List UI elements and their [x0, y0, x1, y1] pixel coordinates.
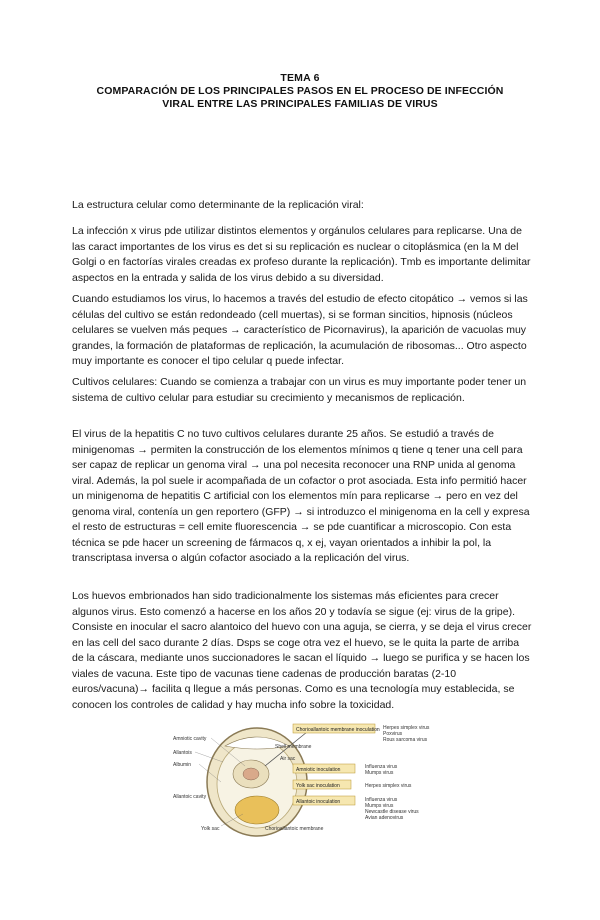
label-allantois: Allantois	[173, 750, 192, 756]
paragraph: Cultivos celulares: Cuando se comienza a trabajar con un virus es muy importante poder tener un sistema de cultivo celular para estudiar su crecimiento y mecanismos de replicación.	[72, 376, 527, 404]
embryonated-egg-figure	[165, 722, 465, 842]
topic-subtitle-line-1: COMPARACIÓN DE LOS PRINCIPALES PASOS EN EL PROCESO DE INFECCIÓN	[96, 85, 504, 97]
egg-diagram	[165, 722, 465, 842]
label-amniotic-cavity: Amniotic cavity	[173, 736, 207, 742]
virus-label: Mumps virus	[365, 803, 394, 809]
topic-title: TEMA 6	[280, 72, 320, 84]
label-air-sac: Air sac	[280, 756, 296, 762]
route-chorioallantoic: Chorioallantoic membrane inoculation	[296, 727, 380, 733]
embryo-shape	[243, 768, 259, 780]
yolk-sac-shape	[235, 796, 279, 824]
paragraph: La infección x virus pde utilizar distintos elementos y orgánulos celulares para replicarse. Una de las caract importantes de los virus es det si su replicación es nuclear o citoplásmica (en la M del Golgi o en factorías virales creadas ex profeso durante la replicación). Tmb es importante delimitar aspectos en la entrada y salida de los virus debido a su diversidad.	[72, 225, 531, 284]
route-yolk-sac: Yolk sac inoculation	[296, 783, 340, 789]
paragraph: Cuando estudiamos los virus, lo hacemos a través del estudio de efecto citopático → vemos si las células del cultivo se están redondeado (cell muertas), si se forman sincitios, hipnosis (núcleos celulares se vuelven más peques → característico de Picornavirus), la aparición de vacuolas muy grandes, la formación de plataformas de replicación, la acumulación de ribosomas... Otro aspecto muy importante es conocer el tipo celular q puede infectar.	[72, 293, 528, 367]
virus-label: Herpes simplex virus	[383, 725, 430, 731]
virus-label: Influenza virus	[365, 764, 398, 770]
route-allantoic: Allantoic inoculation	[296, 799, 341, 805]
virus-label: Influenza virus	[365, 797, 398, 803]
label-shell-membrane: Shell membrane	[275, 744, 312, 750]
topic-subtitle-line-2: VIRAL ENTRE LAS PRINCIPALES FAMILIAS DE VIRUS	[162, 98, 438, 110]
virus-label: Herpes simplex virus	[365, 783, 412, 789]
label-chorioallantoic-membrane: Chorioallantoic membrane	[265, 826, 324, 832]
paragraph: La estructura celular como determinante de la replicación viral:	[72, 199, 364, 211]
document-header	[0, 72, 600, 111]
label-albumin: Albumin	[173, 762, 192, 768]
label-allantoic-cavity: Allantoic cavity	[173, 794, 207, 800]
route-amniotic: Amniotic inoculation	[296, 767, 341, 773]
document-page	[0, 72, 600, 920]
virus-label: Poxvirus	[383, 731, 403, 737]
paragraph: Los huevos embrionados han sido tradicionalmente los sistemas más eficientes para crecer algunos virus. Esto comenzó a hacerse en los años 20 y todavía se sigue (ej: virus de la gripe). Consiste en inocular el sacro alantoico del huevo con una aguja, se cierra, y se deja el virus crecer en las cell del saco durante 2 días. Dsps se coge otra vez el huevo, se le quita la parte de arriba de la cáscara, mediante unos succionadores le sacan el líquido → luego se purifica y se hacen los viales de vacuna. Este tipo de vacunas tiene cadenas de producción baratas (2-10 euros/vacuna)→ facilita q llegue a más personas. Como es una tecnología muy establecida, se conocen los controles de calidad y hay mucha info sobre la toxicidad.	[72, 590, 532, 711]
virus-label: Mumps virus	[365, 770, 394, 776]
virus-label: Avian adenovirus	[365, 815, 404, 821]
virus-label: Rous sarcoma virus	[383, 737, 428, 743]
paragraph: El virus de la hepatitis C no tuvo cultivos celulares durante 25 años. Se estudió a través de minigenomas → permiten la construcción de los elementos mínimos q tiene q tener una cell para ser capaz de replicar un genoma viral → una pol necesita reconocer una RNP unida al genoma viral. Además, la pol suele ir acompañada de un cofactor o prot asociada. Esta info permitió hacer un minigenoma de hepatitis C artificial con los elementos mín para replicarse → pero en vez del genoma viral, contenía un gen reportero (GFP) → si introduzco el minigenoma en la cell y expresa el resto de estructuras = cell emite fluorescencia → se pde cuantificar a microscopio. Con esta técnica se pde hacer un screening de fármacos q, x ej, vayan orientados a inhibir la pol, la transcriptasa inversa o algún cofactor asociado a la replicación del virus.	[72, 428, 530, 564]
label-yolk-sac: Yolk sac	[201, 826, 220, 832]
virus-label: Newcastle disease virus	[365, 809, 419, 815]
